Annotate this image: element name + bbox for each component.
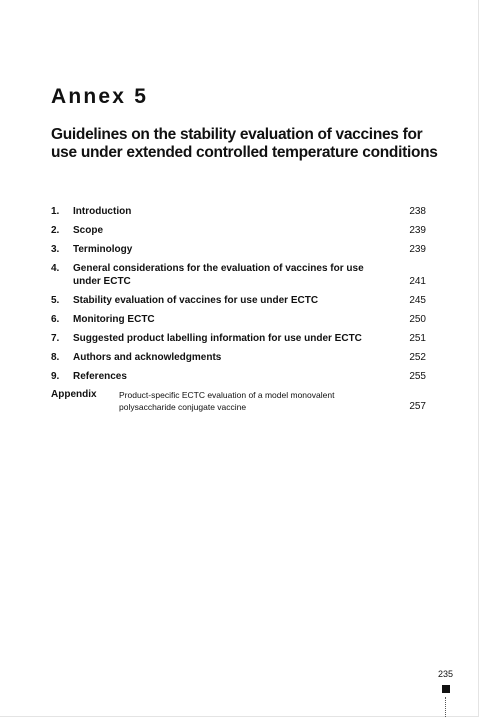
toc-item-page: 251 bbox=[409, 333, 426, 344]
toc-item-number: 3. bbox=[51, 244, 60, 255]
appendix-label: Appendix bbox=[51, 389, 97, 400]
toc-item-page: 241 bbox=[409, 276, 426, 287]
toc-item-title: Monitoring ECTC bbox=[73, 314, 155, 325]
toc-item-title: Terminology bbox=[73, 244, 133, 255]
document-title: Guidelines on the stability evaluation of vaccines for use under extended controlled temperature conditions bbox=[51, 126, 438, 161]
toc-item-title: References bbox=[73, 371, 127, 382]
toc-item-title: Introduction bbox=[73, 206, 132, 217]
toc-item-number: 8. bbox=[51, 352, 60, 363]
toc-item-page: 239 bbox=[409, 244, 426, 255]
toc-item-number: 2. bbox=[51, 225, 60, 236]
toc-item-title: General considerations for the evaluation of vaccines for use under ECTC bbox=[73, 263, 364, 287]
toc-item-page: 252 bbox=[409, 352, 426, 363]
appendix-title: Product-specific ECTC evaluation of a model monovalent polysaccharide conjugate vaccine bbox=[119, 390, 335, 412]
table-of-contents bbox=[51, 205, 426, 413]
toc-item-title: Suggested product labelling information for use under ECTC bbox=[73, 333, 362, 344]
toc-item-authors[interactable] bbox=[51, 351, 426, 364]
toc-item-page: 238 bbox=[409, 206, 426, 217]
toc-item-terminology[interactable] bbox=[51, 243, 426, 256]
folio-dotted-line bbox=[445, 697, 446, 717]
toc-item-appendix[interactable] bbox=[51, 389, 426, 413]
toc-item-number: 6. bbox=[51, 314, 60, 325]
toc-item-page: 250 bbox=[409, 314, 426, 325]
annex-title: Annex 5 bbox=[51, 85, 149, 108]
toc-item-title: Authors and acknowledgments bbox=[73, 352, 222, 363]
toc-item-number: 4. bbox=[51, 263, 60, 274]
toc-item-general-considerations[interactable] bbox=[51, 262, 426, 288]
toc-item-title: Stability evaluation of vaccines for use under ECTC bbox=[73, 295, 319, 306]
folio-square-marker bbox=[442, 685, 450, 693]
toc-item-page: 239 bbox=[409, 225, 426, 236]
toc-item-page: 255 bbox=[409, 371, 426, 382]
toc-item-references[interactable] bbox=[51, 370, 426, 383]
page-number: 235 bbox=[437, 669, 453, 679]
toc-item-stability-evaluation[interactable] bbox=[51, 294, 426, 307]
toc-item-page: 245 bbox=[409, 295, 426, 306]
toc-item-number: 5. bbox=[51, 295, 60, 306]
toc-item-title: Scope bbox=[73, 225, 104, 236]
toc-item-monitoring-ectc[interactable] bbox=[51, 313, 426, 326]
toc-item-scope[interactable] bbox=[51, 224, 426, 237]
toc-item-introduction[interactable] bbox=[51, 205, 426, 218]
toc-item-labelling[interactable] bbox=[51, 332, 426, 345]
toc-item-number: 7. bbox=[51, 333, 60, 344]
toc-item-number: 9. bbox=[51, 371, 60, 382]
toc-item-number: 1. bbox=[51, 206, 60, 217]
appendix-page: 257 bbox=[409, 401, 426, 412]
